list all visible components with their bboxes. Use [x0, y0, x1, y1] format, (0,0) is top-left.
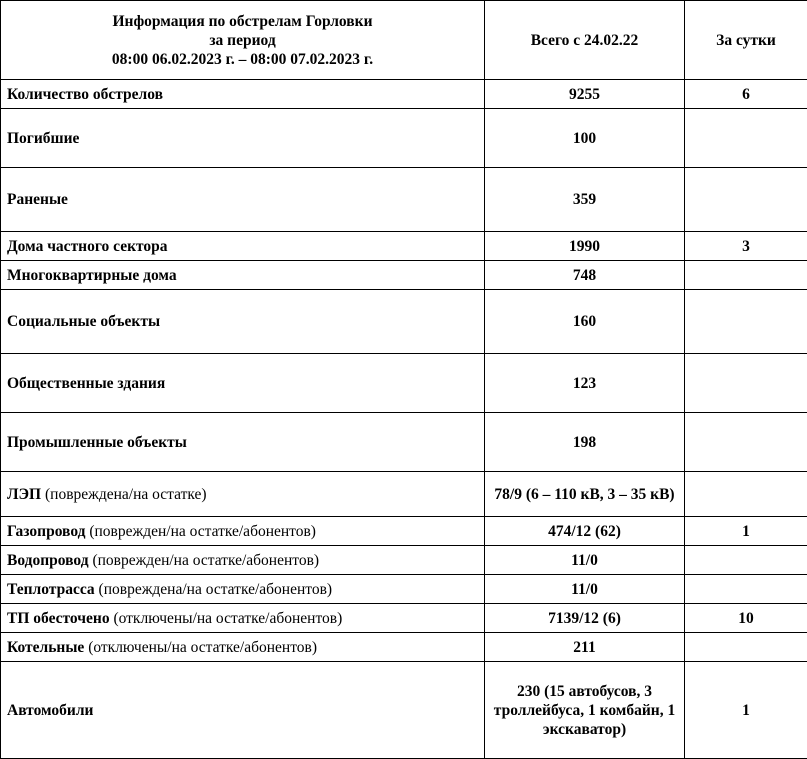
column-header-day: За сутки: [685, 1, 807, 80]
row-day: 1: [685, 662, 807, 759]
row-label: Теплотрасса (повреждена/на остатке/абонентов): [1, 575, 485, 604]
row-day: 10: [685, 604, 807, 633]
row-day: [685, 354, 807, 413]
row-total: 748: [485, 261, 685, 290]
row-label: Раненые: [1, 168, 485, 232]
row-label: ТП обесточено (отключены/на остатке/абонентов): [1, 604, 485, 633]
row-day: [685, 261, 807, 290]
row-total: 474/12 (62): [485, 517, 685, 546]
row-day: 6: [685, 80, 807, 109]
row-label: Водопровод (поврежден/на остатке/абонентов): [1, 546, 485, 575]
table-row: [1, 662, 807, 759]
row-total: 1990: [485, 232, 685, 261]
row-label: Общественные здания: [1, 354, 485, 413]
row-total: 9255: [485, 80, 685, 109]
row-total: 160: [485, 290, 685, 354]
title-line-1: Информация по обстрелам Горловки: [7, 12, 478, 31]
row-total: 211: [485, 633, 685, 662]
row-label: Промышленные объекты: [1, 413, 485, 472]
table-row: [1, 546, 807, 575]
table-row: [1, 604, 807, 633]
row-total: 11/0: [485, 575, 685, 604]
row-label: Дома частного сектора: [1, 232, 485, 261]
row-label: ЛЭП (повреждена/на остатке): [1, 472, 485, 517]
row-day: [685, 575, 807, 604]
row-label: Котельные (отключены/на остатке/абонентов): [1, 633, 485, 662]
table-row: [1, 80, 807, 109]
row-day: [685, 413, 807, 472]
title-line-3: 08:00 06.02.2023 г. – 08:00 07.02.2023 г.: [7, 50, 478, 69]
row-total: 78/9 (6 – 110 кВ, 3 – 35 кВ): [485, 472, 685, 517]
row-day: [685, 290, 807, 354]
header-row: [1, 1, 807, 80]
row-day: [685, 633, 807, 662]
row-total: 100: [485, 109, 685, 168]
row-day: 3: [685, 232, 807, 261]
row-day: [685, 546, 807, 575]
row-label: Многоквартирные дома: [1, 261, 485, 290]
table-row: [1, 168, 807, 232]
row-total: 198: [485, 413, 685, 472]
row-day: [685, 472, 807, 517]
table-row: [1, 232, 807, 261]
row-day: [685, 109, 807, 168]
table-row: [1, 261, 807, 290]
row-label: Количество обстрелов: [1, 80, 485, 109]
table-row: [1, 413, 807, 472]
table-row: [1, 472, 807, 517]
row-day: 1: [685, 517, 807, 546]
row-total: 7139/12 (6): [485, 604, 685, 633]
row-total: 123: [485, 354, 685, 413]
table-row: [1, 354, 807, 413]
row-total: 359: [485, 168, 685, 232]
row-label: Газопровод (поврежден/на остатке/абонентов): [1, 517, 485, 546]
row-label: Погибшие: [1, 109, 485, 168]
column-header-total: Всего с 24.02.22: [485, 1, 685, 80]
row-total: 11/0: [485, 546, 685, 575]
row-day: [685, 168, 807, 232]
row-label: Автомобили: [1, 662, 485, 759]
table-row: [1, 633, 807, 662]
row-total: 230 (15 автобусов, 3 троллейбуса, 1 комбайн, 1 экскаватор): [485, 662, 685, 759]
table-row: [1, 109, 807, 168]
row-label: Социальные объекты: [1, 290, 485, 354]
report-title: [1, 1, 485, 80]
table-row: [1, 575, 807, 604]
title-line-2: за период: [7, 31, 478, 50]
table-row: [1, 517, 807, 546]
table-row: [1, 290, 807, 354]
